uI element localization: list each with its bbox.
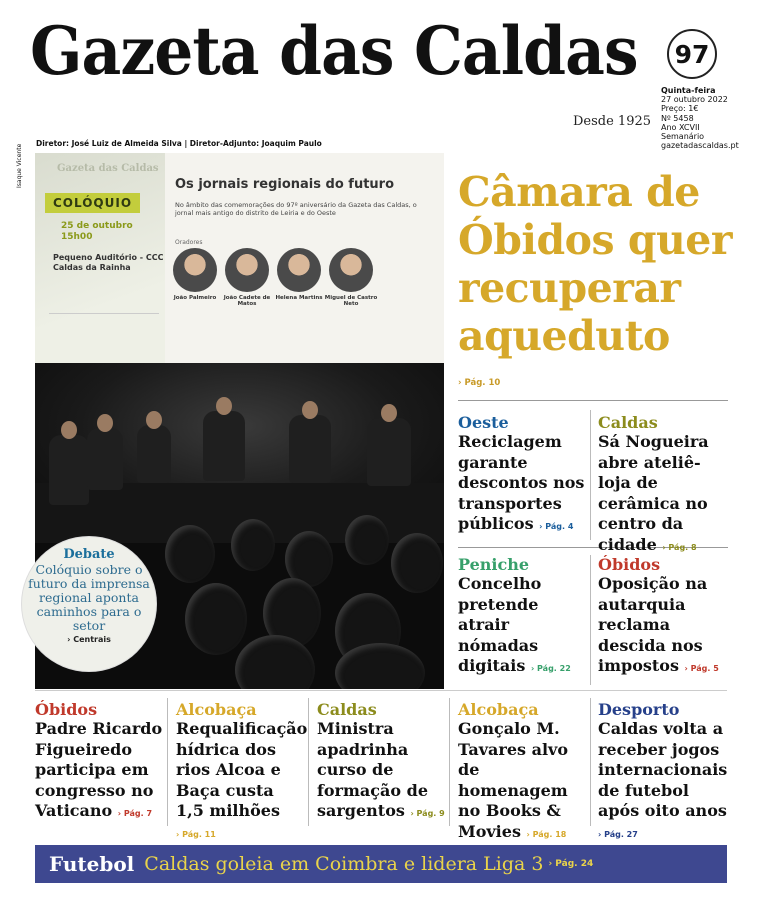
panelist [87,428,123,490]
panelist [49,435,89,505]
newspaper-title: Gazeta das Caldas [30,12,638,90]
screen-title: Os jornais regionais do futuro [175,177,395,192]
banner-headline: Caldas goleia em Coimbra e lidera Liga 3 [144,853,544,875]
story-alcobaca-tavares[interactable] [458,700,588,845]
story-section: Óbidos [598,555,661,574]
panelist [367,418,411,486]
story-desporto[interactable] [598,700,732,845]
audience-member [391,533,443,593]
story-page-ref: › Pág. 18 [526,829,567,839]
panelist [203,411,245,481]
story-headline [598,574,730,680]
issue-year: Ano XCVII [661,122,700,132]
story-caldas-sargentos[interactable] [317,700,447,825]
story-section: Caldas [317,700,377,719]
story-page-ref: › Pág. 4 [539,522,574,531]
story-section: Alcobaça [458,700,539,719]
screen-event-label: COLÓQUIO [45,193,140,213]
divider [35,690,727,691]
screen-subtitle: No âmbito das comemorações do 97º aniversário da Gazeta das Caldas, o jornal mais antigo do distrito de Leiria e do Oeste [175,201,417,217]
screen-venue [53,253,163,273]
panelist-head [381,404,397,422]
story-headline-text: Ministra apadrinha curso de formação de sargentos [317,719,428,820]
story-peniche[interactable] [458,555,588,680]
story-headline [458,719,588,845]
issue-info [661,86,776,150]
divider [167,698,168,826]
screen-speakers-label: Oradores [175,239,203,246]
story-alcobaca-rios[interactable] [176,700,306,845]
divider [308,698,309,826]
story-page-ref: › Pág. 27 [598,829,638,839]
issue-weekday: Quinta-feira [661,86,716,95]
issue-price: Preço: 1€ [661,104,699,114]
issue-periodicity: Semanário [661,132,705,142]
speaker-name: João Cadete de Matos [223,295,271,307]
screen-venue-city: Caldas da Rainha [53,263,131,272]
speaker-card [217,248,277,307]
story-section: Alcobaça [176,700,257,719]
story-page-ref: › Pág. 11 [176,829,216,839]
story-headline-text: Concelho pretende atrair nómadas digitais [458,574,542,675]
speaker-card [321,248,381,307]
photo-credit: Isaque Vicente [16,143,23,188]
story-headline-text: Padre Ricardo Figueiredo participa em congresso no Vaticano [35,719,163,820]
divider [590,555,591,685]
speaker-photo [329,248,373,292]
audience-member [185,583,247,655]
projection-screen [35,153,444,363]
speaker-photo [173,248,217,292]
story-headline-text: Requalificação hídrica dos rios Alcoa e Baça custa 1,5 milhões [176,719,308,820]
speaker-photo [277,248,321,292]
story-obidos-padre[interactable] [35,700,163,825]
debate-teaser[interactable] [22,537,156,671]
story-section: Óbidos [35,700,98,719]
debate-section: Debate [63,547,115,562]
screen-logo: Gazeta das Caldas [57,163,159,174]
screen-date-time: 15h00 [61,232,93,242]
panelist-head [146,411,162,429]
panelist [289,415,331,483]
story-obidos[interactable] [598,555,730,680]
story-section: Caldas [598,413,658,432]
panelist-head [216,397,232,415]
debate-headline: Colóquio sobre o futuro da imprensa regional aponta caminhos para o setor [28,562,150,633]
audience-member [345,515,389,565]
story-headline [317,719,447,825]
story-section: Peniche [458,555,530,574]
issue-website[interactable]: gazetadascaldas.pt [661,141,739,151]
story-headline [458,574,588,680]
speaker-name: Miguel de Castro Neto [324,295,378,307]
story-headline [598,432,730,558]
audience-member [165,525,215,583]
sports-banner[interactable] [35,845,727,883]
editorial-credits: Diretor: José Luiz de Almeida Silva | Diretor-Adjunto: Joaquim Paulo [36,139,322,148]
story-headline [598,719,732,845]
story-page-ref: › Pág. 9 [410,809,445,818]
story-headline-text: Oposição na autarquia reclama descida nos impostos [598,574,708,675]
audience-member [231,519,275,571]
debate-page-ref: › Centrais [67,635,111,644]
speaker-card [165,248,225,301]
story-headline-text: Gonçalo M. Tavares alvo de homenagem no Books & Movies [458,719,569,841]
panelist-head [97,414,113,432]
speaker-photo [225,248,269,292]
story-page-ref: › Pág. 22 [530,664,571,673]
issue-number: Nº 5458 [661,113,694,123]
speaker-card [269,248,329,301]
story-headline-text: Sá Nogueira abre ateliê-loja de cerâmica no centro da cidade [598,432,709,554]
story-page-ref: › Pág. 5 [684,664,719,673]
story-headline-text: Caldas volta a receber jogos internacionais de futebol após oito anos [598,719,728,820]
screen-venue-room: Pequeno Auditório - CCC [53,253,164,262]
story-oeste[interactable] [458,413,588,538]
issue-date: 27 outubro 2022 [661,95,728,105]
story-headline [176,719,306,845]
screen-date [61,221,133,243]
divider [458,400,728,401]
story-page-ref: › Pág. 7 [117,809,153,818]
story-section: Oeste [458,413,509,432]
lead-page-ref: › Pág. 10 [458,378,501,388]
story-section: Desporto [598,700,680,719]
masthead-since: Desde 1925 [573,114,652,129]
banner-section: Futebol [49,852,135,876]
story-headline [458,432,588,538]
screen-partner-logos [49,313,159,325]
story-caldas[interactable] [598,413,730,558]
speaker-name: João Palmeiro [173,295,217,301]
story-headline [35,719,163,825]
divider [449,698,450,826]
panelist-head [61,421,77,439]
story-headline-text: Reciclagem garante descontos nos transportes públicos [458,432,585,533]
lead-headline[interactable]: Câmara de Óbidos quer recuperar aqueduto [458,168,732,360]
anniversary-badge: 97 [667,29,717,79]
story-page-ref: › Pág. 8 [662,542,697,552]
banner-page-ref: › Pág. 24 [548,859,594,869]
divider [590,410,591,540]
speaker-name: Helena Martins [275,295,323,301]
panelist-head [302,401,318,419]
panelist [137,425,171,483]
divider [590,698,591,826]
screen-date-day: 25 de outubro [61,221,133,231]
